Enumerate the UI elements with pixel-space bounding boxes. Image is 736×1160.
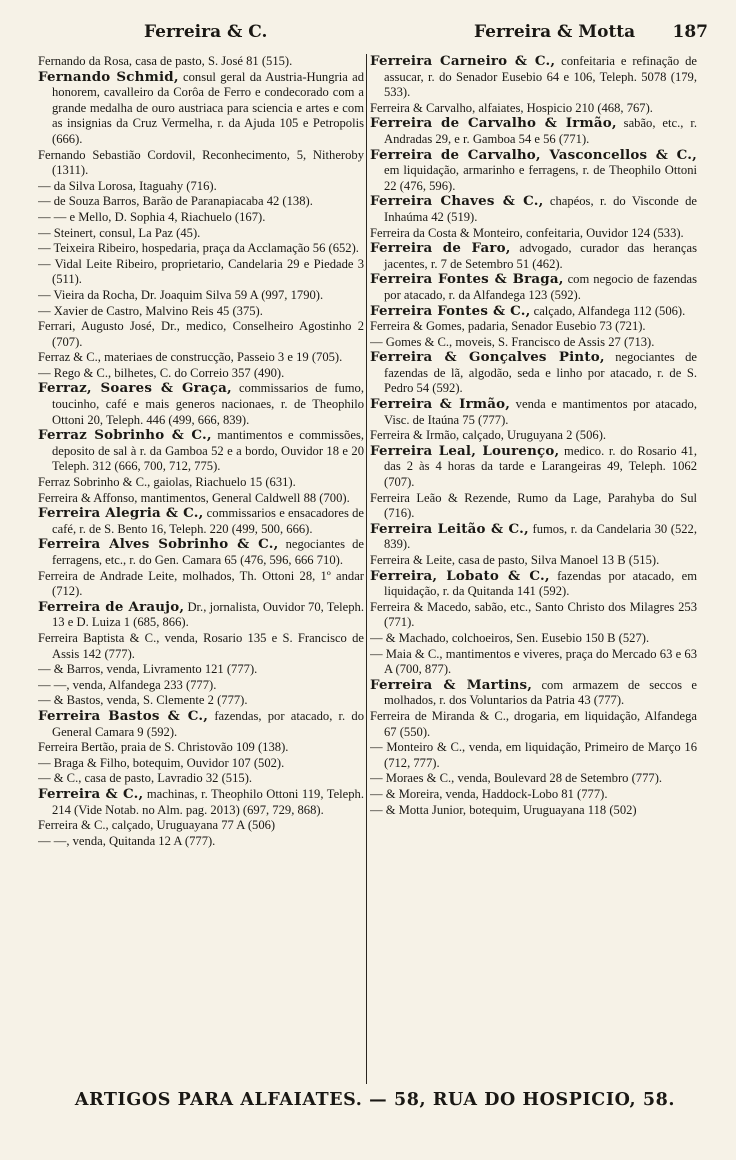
entry-text: consul geral da Austria-Hungria ad honorem, cavalleiro da Corôa de Ferro e condecorado com a grande medalha de ouro austriaca para sciencia e artes e com as insignias da Cruz Vermelha, r. da Ajuda 105 e Petropolis (666). (52, 69, 364, 146)
entry-text: negociantes de ferragens, etc., r. do Gen. Camara 65 (476, 596, 666 710). (52, 537, 364, 567)
directory-entry (38, 304, 364, 320)
entry-text: — & Barros, venda, Livramento 121 (777). (38, 662, 258, 677)
directory-entry (38, 787, 364, 818)
entry-text: — & Motta Junior, botequim, Uruguayana 118 (502) (370, 802, 637, 817)
entry-name: Ferreira Leitão & C., (370, 520, 529, 537)
directory-entry (38, 194, 364, 210)
page-number: 187 (672, 22, 708, 42)
directory-entry (370, 304, 697, 320)
directory-entry (370, 709, 697, 740)
entry-text: — & Moreira, venda, Haddock-Lobo 81 (777). (370, 786, 608, 801)
entry-text: Fernando Sebastião Cordovil, Reconhecimento, 5, Nitheroby (1311). (38, 147, 364, 178)
directory-entry (38, 569, 364, 600)
entry-name: Ferreira de Araujo, (38, 598, 185, 615)
entry-text: com negocio de fazendas por atacado, r. da Alfandega 123 (592). (384, 272, 697, 302)
directory-entry (370, 740, 697, 771)
directory-entry (370, 272, 697, 303)
entry-name: Ferreira Fontes & C., (370, 302, 531, 319)
directory-entry (38, 537, 364, 568)
entry-text: Ferreira Baptista & C., venda, Rosario 135 e S. Francisco de Assis 142 (777). (38, 630, 364, 661)
entry-text: — Vidal Leite Ribeiro, proprietario, Candelaria 29 e Piedade 3 (511). (38, 256, 364, 287)
directory-entry (38, 771, 364, 787)
directory-entry (370, 787, 697, 803)
entry-text: Ferreira Leão & Rezende, Rumo da Lage, Parahyba do Sul (716). (370, 490, 697, 521)
directory-entry (38, 693, 364, 709)
entry-text: — Moraes & C., venda, Boulevard 28 de Setembro (777). (370, 771, 663, 786)
entry-text: mantimentos e commissões, deposito de sal à r. da Gamboa 52 e a bordo, Ouvidor 18 e 20 Teleph. 312 (666, 700, 712, 775). (52, 428, 364, 474)
entry-text: — Monteiro & C., venda, em liquidação, Primeiro de Março 16 (712, 777). (370, 740, 697, 770)
directory-entry (370, 678, 697, 709)
entry-name: Ferreira de Carvalho & Irmão, (370, 115, 617, 132)
directory-entry (38, 210, 364, 226)
entry-name: Ferraz Sobrinho & C., (38, 427, 212, 444)
directory-entry (38, 381, 364, 428)
directory-entry (38, 834, 364, 850)
directory-entry (38, 818, 364, 834)
entry-text: calçado, Alfandega 112 (506). (530, 303, 686, 318)
entry-text: — & Machado, colchoeiros, Sen. Eusebio 150 B (527). (370, 630, 650, 645)
directory-entry (370, 194, 697, 225)
footer-advertisement: ARTIGOS PARA ALFAIATES. — 58, RUA DO HOSPICIO, 58. (74, 1090, 676, 1110)
entry-text: venda e mantimentos por atacado, Visc. de Itaúna 75 (777). (384, 397, 697, 427)
entry-text: — da Silva Lorosa, Itaguahy (716). (38, 178, 217, 193)
directory-entry (38, 631, 364, 662)
entry-text: Ferreira & Affonso, mantimentos, General Caldwell 88 (700). (38, 490, 350, 505)
entry-text: — Gomes & C., moveis, S. Francisco de Assis 27 (713). (370, 334, 655, 349)
directory-entry (370, 319, 697, 335)
directory-entry (370, 522, 697, 553)
entry-text: Dr., jornalista, Ouvidor 70, Teleph. 13 e D. Luiza 1 (685, 866). (52, 599, 364, 630)
entry-text: machinas, r. Theophilo Ottoni 119, Teleph. 214 (Vide Notab. no Alm. pag. 2013) (697, 729, 868). (52, 786, 364, 817)
entry-name: Ferreira Alves Sobrinho & C., (38, 536, 279, 553)
directory-entry (38, 506, 364, 537)
entry-name: Ferreira de Carvalho, Vasconcellos & C., (370, 146, 697, 163)
entry-name: Ferreira Chaves & C., (370, 193, 544, 210)
entry-name: Ferreira & Gonçalves Pinto, (370, 349, 605, 366)
directory-entry (38, 70, 364, 148)
entry-text: Ferreira & Macedo, sabão, etc., Santo Christo dos Milagres 253 (771). (370, 599, 697, 630)
entry-name: Ferraz, Soares & Graça, (38, 380, 232, 397)
running-header (34, 22, 716, 48)
entry-text: Fernando da Rosa, casa de pasto, S. José 81 (515). (38, 54, 293, 68)
directory-entry (370, 54, 697, 101)
entry-name: Ferreira Leal, Lourenço, (370, 442, 560, 459)
directory-entry (370, 803, 697, 819)
entry-text: — Maia & C., mantimentos e viveres, praça do Mercado 63 e 63 A (700, 877). (370, 646, 697, 677)
entry-text: — Steinert, consul, La Paz (45). (38, 225, 201, 240)
entry-name: Fernando Schmid, (38, 68, 179, 85)
entry-text: fumos, r. da Candelaria 30 (522, 839). (384, 521, 697, 552)
entry-text: Ferreira & Irmão, calçado, Uruguyana 2 (506). (370, 428, 607, 443)
entry-text: Ferreira de Andrade Leite, molhados, Th. Ottoni 28, 1º andar (712). (38, 568, 364, 599)
entry-text: sabão, etc., r. Andradas 29, e r. Gamboa 54 e 56 (771). (384, 116, 697, 146)
directory-entry (370, 116, 697, 147)
directory-entry (370, 226, 697, 242)
directory-entry (38, 148, 364, 179)
directory-entry (370, 397, 697, 428)
entry-text: confeitaria e refinação de assucar, r. do Senador Eusebio 64 e 106, Teleph. 5078 (179, 533). (384, 54, 697, 100)
directory-entry (38, 179, 364, 195)
directory-entry (370, 631, 697, 647)
entry-name: Ferreira & Martins, (370, 676, 533, 693)
header-right-term: Ferreira & Motta (474, 22, 636, 42)
directory-entry (38, 428, 364, 475)
entry-name: Ferreira Alegria & C., (38, 505, 204, 522)
entry-text: Ferreira de Miranda & C., drogaria, em liquidação, Alfandega 67 (550). (370, 708, 697, 739)
directory-entry (370, 241, 697, 272)
directory-entry (38, 740, 364, 756)
directory-entry (38, 226, 364, 242)
directory-entry (370, 444, 697, 491)
directory-entry (38, 288, 364, 304)
directory-entry (38, 366, 364, 382)
directory-entry (370, 350, 697, 397)
entry-text: — Xavier de Castro, Malvino Reis 45 (375). (38, 303, 263, 318)
entry-text: fazendas, por atacado, r. do General Camara 9 (592). (52, 708, 364, 739)
entry-text: — Rego & C., bilhetes, C. do Correio 357 (490). (38, 365, 285, 380)
entry-name: Ferreira de Faro, (370, 240, 511, 257)
entry-text: com armazem de seccos e molhados, r. dos Voluntarios da Patria 43 (777). (384, 677, 697, 708)
entry-text: Ferraz Sobrinho & C., gaiolas, Riachuelo 15 (631). (38, 475, 296, 490)
directory-entry (38, 709, 364, 740)
directory-entry (370, 335, 697, 351)
entry-name: Ferreira Bastos & C., (38, 707, 209, 724)
entry-text: negociantes de fazendas de lã, algodão, seda e linho por atacado, r. de S. Pedro 54 (592). (384, 350, 697, 396)
directory-entry (370, 428, 697, 444)
entry-name: Ferreira & C., (38, 785, 144, 802)
directory-entry (370, 101, 697, 117)
entry-name: Ferreira Carneiro & C., (370, 54, 556, 69)
entry-text: — Teixeira Ribeiro, hospedaria, praça da Acclamação 56 (652). (38, 241, 359, 256)
directory-entry (370, 600, 697, 631)
entry-text: commissarios de fumo, toucinho, café e mais generos nacionaes, r. de Theophilo Ottoni 20, Teleph. 446 (499, 666, 839). (52, 381, 364, 427)
entry-text: — & C., casa de pasto, Lavradio 32 (515). (38, 771, 253, 786)
directory-entry (38, 678, 364, 694)
directory-entry (38, 475, 364, 491)
directory-entry (38, 257, 364, 288)
entry-text: Ferreira Bertão, praia de S. Christovão 109 (138). (38, 740, 289, 755)
entry-text: — —, venda, Quitanda 12 A (777). (38, 833, 216, 848)
entry-text: — Vieira da Rocha, Dr. Joaquim Silva 59 A (997, 1790). (38, 287, 324, 302)
directory-entry (370, 148, 697, 195)
directory-entry (38, 54, 364, 70)
entry-text: — Braga & Filho, botequim, Ouvidor 107 (502). (38, 755, 285, 770)
directory-entry (370, 491, 697, 522)
entry-name: Ferreira & Irmão, (370, 396, 511, 413)
directory-entry (370, 553, 697, 569)
directory-entry (38, 350, 364, 366)
entry-text: commissarios e ensacadores de café, r. de S. Bento 16, Teleph. 220 (499, 500, 666). (52, 506, 364, 536)
directory-entry (370, 647, 697, 678)
directory-entry (38, 756, 364, 772)
entry-text: Ferreira & Leite, casa de pasto, Silva Manoel 13 B (515). (370, 553, 660, 567)
entry-text: chapéos, r. do Visconde de Inhaúma 42 (519). (384, 194, 697, 224)
column-divider (366, 54, 367, 1084)
directory-entry (38, 491, 364, 507)
entry-text: Ferrari, Augusto José, Dr., medico, Conselheiro Agostinho 2 (707). (38, 319, 364, 349)
directory-entry (38, 319, 364, 350)
entry-text: Ferraz & C., materiaes de construcção, Passeio 3 e 19 (705). (38, 350, 343, 365)
entry-text: Ferreira & Carvalho, alfaiates, Hospicio 210 (468, 767). (370, 100, 653, 115)
entry-text: — — e Mello, D. Sophia 4, Riachuelo (167). (38, 209, 266, 224)
entry-text: Ferreira da Costa & Monteiro, confeitaria, Ouvidor 124 (533). (370, 225, 684, 240)
entry-text: — —, venda, Alfandega 233 (777). (38, 677, 217, 692)
directory-entry (38, 662, 364, 678)
directory-entry (370, 569, 697, 600)
directory-entry (38, 241, 364, 257)
directory-entry (370, 771, 697, 787)
entry-text: Ferreira & C., calçado, Uruguayana 77 A (506) (38, 818, 276, 833)
entry-text: medico. r. do Rosario 41, das 2 às 4 horas da tarde e Larangeiras 49, Teleph. 1062 (707). (384, 443, 697, 490)
entry-text: — de Souza Barros, Barão de Paranapiacaba 42 (138). (38, 194, 313, 209)
header-left-term: Ferreira & C. (144, 22, 268, 42)
entry-name: Ferreira, Lobato & C., (370, 567, 550, 584)
right-column (370, 54, 697, 1084)
entry-text: advogado, curador das heranças jacentes, r. 7 de Setembro 51 (462). (384, 241, 697, 271)
entry-name: Ferreira Fontes & Braga, (370, 271, 564, 288)
entry-text: em liquidação, armarinho e ferragens, r. de Theophilo Ottoni 22 (476, 596). (384, 163, 697, 193)
entry-text: — & Bastos, venda, S. Clemente 2 (777). (38, 693, 248, 708)
entry-text: Ferreira & Gomes, padaria, Senador Eusebio 73 (721). (370, 319, 646, 334)
left-column (38, 54, 364, 1084)
directory-entry (38, 600, 364, 631)
entry-text: fazendas por atacado, em liquidação, r. da Quitanda 141 (592). (384, 568, 697, 599)
